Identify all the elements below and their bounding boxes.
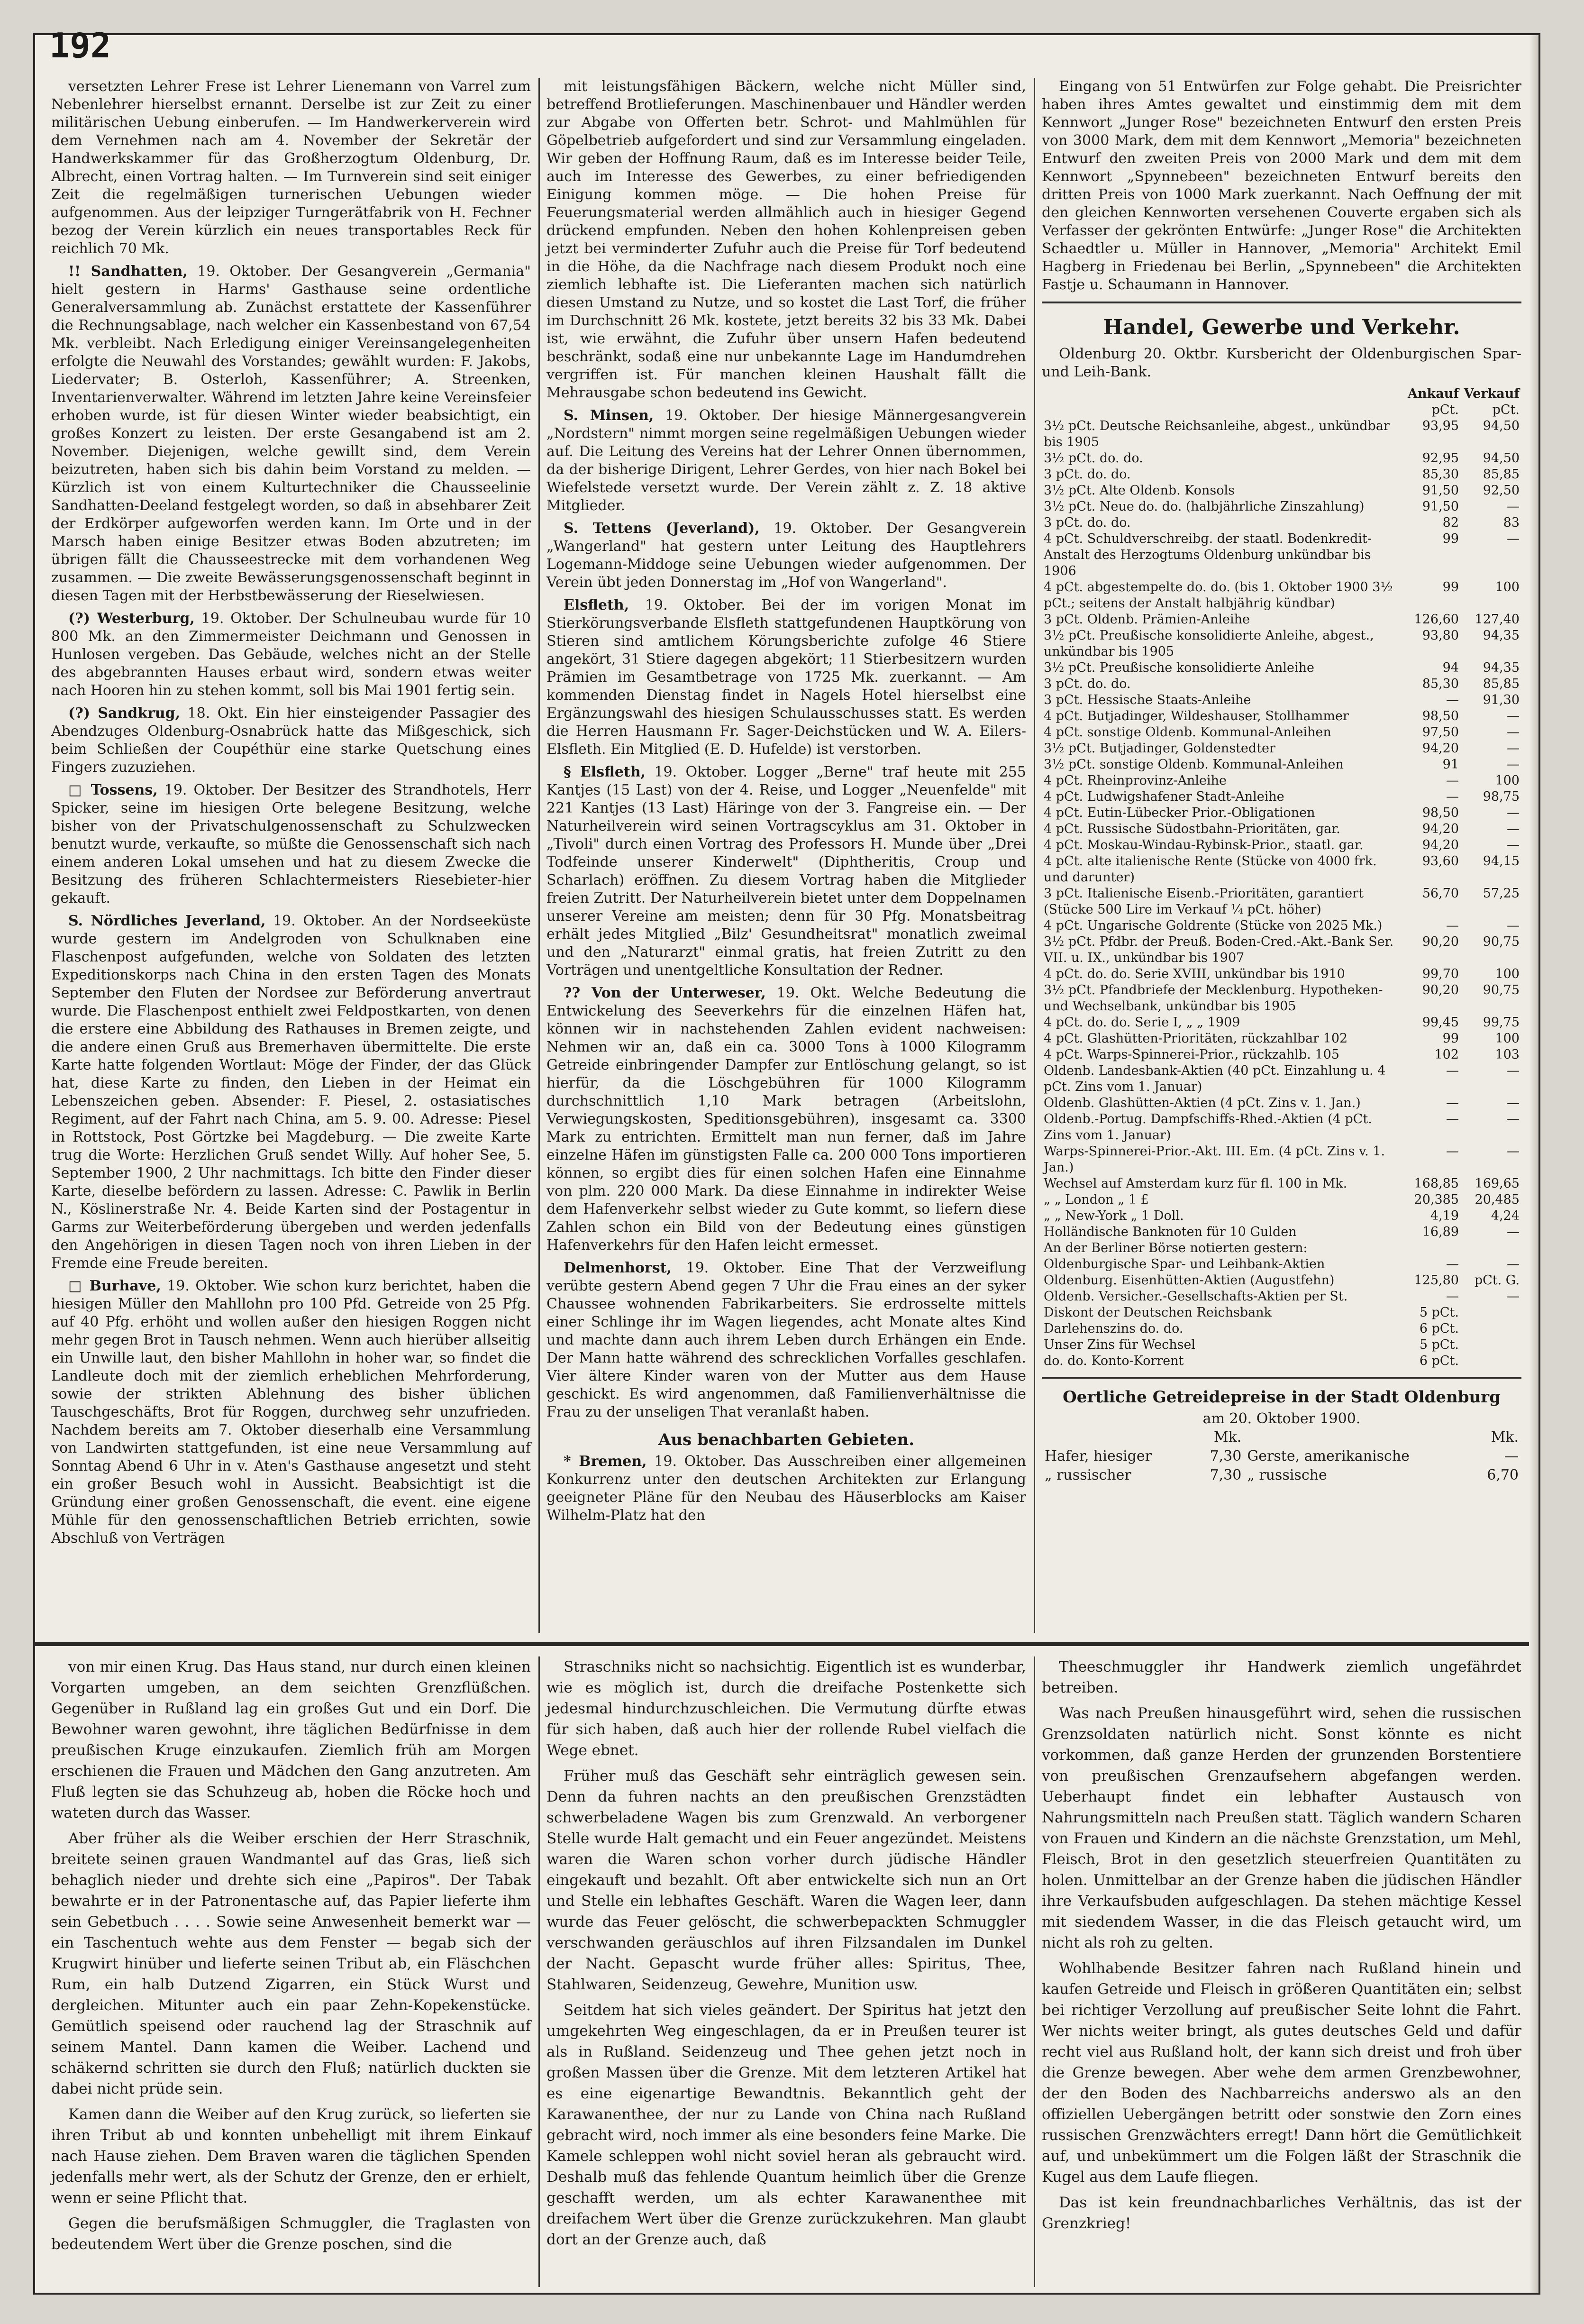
security-name: 4 pCt. alte italienische Rente (Stücke von 4000 frk. und darunter)	[1044, 854, 1377, 885]
ankauf-value: 99,45	[1422, 1015, 1459, 1030]
ankauf-value: 168,85	[1414, 1176, 1459, 1191]
news-paragraph	[546, 984, 1026, 1254]
ankauf-value: 99	[1442, 531, 1459, 546]
ankauf-value: 125,80	[1414, 1273, 1459, 1288]
verkauf-value	[1461, 1240, 1521, 1256]
feuilleton-paragraph: Das ist kein freundnachbarliches Verhältnis, das ist der Grenzkrieg!	[1042, 2194, 1521, 2232]
dateline: * Bremen,	[564, 1453, 647, 1470]
security-name: Unser Zins für Wechsel	[1044, 1337, 1196, 1352]
verkauf-value	[1461, 1353, 1521, 1369]
security-name: „ „ New-York „ 1 Doll.	[1044, 1208, 1184, 1223]
feuilleton-paragraph: Was nach Preußen hinausgeführt wird, sehen die russischen Grenzsoldaten natürlich nicht. Sonst könnte es nicht vorkommen, daß ganze Herden der grunzenden Borstentiere von preußischen Grenzaufsehern abgefangen werden. Ueberhaupt findet ein lebhafter Austausch von Nahrungsmitteln nach Preußen statt. Täglich wandern Scharen von Frauen und Kindern an die nächste Grenzstation, um Mehl, Fleisch, Brot in den gesetzlich steuerfreien Quantitäten zu holen. Unmittelbar an der Grenze haben die jüdischen Händler ihre Verkaufsbuden aufgeschlagen. Da stehen mächtige Kessel mit siedendem Wasser, in die das Fleisch getaucht wird, um nicht als roh zu gelten.	[1042, 1705, 1521, 1951]
feuilleton-paragraph: von mir einen Krug. Das Haus stand, nur durch einen kleinen Vorgarten umgeben, an dem seichten Grenzflüßchen. Gegenüber in Rußland lag ein großes Gut und ein Dorf. Die Bewohner waren gewohnt, ihre täglichen Bedürfnisse in dem preußischen Kruge einzukaufen. Ziemlich früh am Morgen erschienen die Frauen und Mädchen den Gang anzutreten. Am Fluß legten sie das Schuhzeug ab, hoben die Röcke hoch und wateten durch das Wasser.	[51, 1658, 531, 1821]
ankauf-value: —	[1446, 773, 1459, 788]
ankauf-value: 90,20	[1422, 983, 1459, 997]
verkauf-value: —	[1507, 1063, 1520, 1078]
security-name: 3½ pCt. Pfandbriefe der Mecklenburg. Hypotheken- und Wechselbank, unkündbar bis 1905	[1044, 983, 1383, 1014]
paragraph-text: 19. Oktober. Logger „Berne" traf heute mit 255 Kantjes (15 Last) von der 4. Reise, und Logger „Neuenfelde" mit 221 Kantjes (13 Last) Häringe von der 3. Fangreise ein. — Der Naturheilverein wird seinen Vortragscyklus am 31. Oktober in „Tivoli" durch einen Vortrag des Professors H. Munde über „Drei Todfeinde unserer Kinderwelt" (Diphtheritis, Croup und Scharlach) eröffnen. Zu diesem Vortrag haben die Mitglieder freien Zutritt. Der Naturheilverein bietet unter dem Doppelnamen unserer Vereine am meisten; denn für 30 Pfg. Monatsbeitrag erhält jedes Mitglied „Bilz' Gesundheitsrat" monatlich zweimal und den „Naturarzt" einmal gratis, hat freien Zutritt zu den Vorträgen und unentgeltliche Konsultation der Redner.	[546, 764, 1026, 979]
kursbericht-row	[1042, 1111, 1521, 1144]
ankauf-value: —	[1446, 1063, 1459, 1078]
ankauf-value: —	[1446, 1257, 1459, 1272]
ankauf-value: —	[1446, 1112, 1459, 1126]
kursbericht-row	[1042, 467, 1521, 483]
paragraph-text: 19. Oktober. An der Nordseeküste wurde gestern im Andelgroden von Schulknaben eine Flaschenpost aufgefunden, welche von Soldaten des letzten Expeditionskorps nach China in den ersten Tagen des Monats September den Fluten der Nordsee zur Beförderung anvertraut wurde. Die Flaschenpost enthielt zwei Feldpostkarten, von denen die erstere eine Abbildung des Rathauses in Bremen zeigte, und die andere einen Gruß aus Bremerhaven übermittelte. Die erste Karte hatte folgenden Wortlaut: Möge der Finder, der das Glück hat, diese Karte zu finden, den Lieben in der Heimat ein Lebenszeichen geben. Absender: F. Piesel, 2. ostasiatisches Regiment, auf der Fahrt nach China, am 5. 9. 00. Adresse: Piesel in Rottstock, Post Görtzke bei Magdeburg. — Die zweite Karte trug die Worte: Herzlichen Gruß sendet Willy. Auf hoher See, 5. September 1900, 2 Uhr nachmittags. Ich bitte den Finder dieser Karte, dieselbe befördern zu lassen. Adresse: C. Pawlik in Berlin N., Köslinerstraße Nr. 4. Beide Karten sind der Postagentur in Garms zur Weiterbeförderung übergeben und werden jedenfalls den Angehörigen in diesen Tagen noch von ihren Lieben in der Fremde eine Freude bereiten.	[51, 913, 531, 1272]
security-name: 4 pCt. Ludwigshafener Stadt-Anleihe	[1044, 789, 1284, 804]
kursbericht-row	[1042, 805, 1521, 821]
feuilleton-column-1	[45, 1656, 537, 2287]
grain-value-right: —	[1504, 1448, 1519, 1464]
verkauf-value: pCt. G.	[1474, 1273, 1520, 1288]
kursbericht-row	[1042, 1305, 1521, 1321]
ankauf-value: 56,70	[1422, 886, 1459, 901]
kursbericht-row	[1042, 886, 1521, 918]
kursbericht-row	[1042, 1192, 1521, 1208]
security-name: Oldenb.-Portug. Dampfschiffs-Rhed.-Aktien (4 pCt. Zins vom 1. Januar)	[1044, 1112, 1372, 1143]
verkauf-value: —	[1507, 757, 1520, 772]
security-name: 4 pCt. Eutin-Lübecker Prior.-Obligationen	[1044, 805, 1315, 820]
dateline: □ Tossens,	[68, 782, 158, 798]
kursbericht-row	[1042, 692, 1521, 708]
verkauf-value: 127,40	[1475, 612, 1520, 627]
kursbericht-row	[1042, 483, 1521, 499]
ankauf-value: 97,50	[1422, 725, 1459, 740]
kursbericht-row	[1042, 982, 1521, 1015]
security-name: 4 pCt. abgestempelte do. do. (bis 1. Oktober 1900 3½ pCt.; seitens der Anstalt halbjährig kündbar)	[1044, 580, 1393, 611]
ankauf-value: —	[1446, 1289, 1459, 1304]
ankauf-value: 5 pCt.	[1419, 1337, 1459, 1352]
kursbericht-row	[1042, 1224, 1521, 1240]
verkauf-value: 57,25	[1483, 886, 1520, 901]
newspaper-page	[33, 26, 1540, 2295]
grain-prices-date: am 20. Oktober 1900.	[1202, 1410, 1361, 1427]
grain-name-right: „ russische	[1247, 1467, 1327, 1483]
kursbericht-row	[1042, 1031, 1521, 1047]
verkauf-value: 85,85	[1483, 467, 1520, 482]
security-name: Darlehenszins do. do.	[1044, 1321, 1183, 1336]
paragraph-text: 19. Oktober. Der Gesangverein „Germania" hielt gestern in Harms' Gasthause seine ordentliche Generalversammlung ab. Zunächst erstattete der Kassenführer die Rechnungsablage, nach welcher ein Kassenbestand von 67,54 Mk. verbleibt. Nach Erledigung einiger Vereinsangelegenheiten erfolgte die Neuwahl des Vorstandes; gewählt wurden: F. Jakobs, Liedervater; B. Osterloh, Kassenführer; A. Streenken, Inventarienverwalter. Während im letzten Jahre keine Vereinsfeier erhoben wurde, ist für diesen Winter wieder beabsichtigt, ein großes Konzert zu leisten. Der erste Gesangabend ist am 2. November. Diejenigen, welche gewillt sind, dem Verein beizutreten, haben sich bis dahin beim Vorstand zu melden. — Kürzlich ist von einem Kulturtechniker die Chausseelinie Sandhatten-Deeland festgelegt worden, so daß in absehbarer Zeit der Erdkörper aufgeworfen werden kann. Im Orte und in der Marsch haben einige Besitzer etwas Boden abzutreten; im übrigen fällt die Chausseestrecke mit dem vorhandenen Weg zusammen. — Die zweite Bewässerungsgenossenschaft beginnt in diesen Tagen mit der Herbstbewässerung der Rieselwiesen.	[51, 263, 531, 604]
verkauf-value: —	[1507, 822, 1520, 836]
feuilleton-column-3	[1035, 1656, 1528, 2287]
verkauf-value: 94,50	[1483, 451, 1520, 466]
security-name: Holländische Banknoten für 10 Gulden	[1044, 1225, 1297, 1239]
kursbericht-header-row	[1042, 386, 1521, 402]
news-paragraph	[51, 1277, 531, 1547]
news-paragraph	[51, 781, 531, 907]
verkauf-value: —	[1507, 1257, 1520, 1272]
grain-unit-right: Mk.	[1491, 1429, 1519, 1446]
ankauf-value: 102	[1434, 1047, 1459, 1062]
kursbericht-row	[1042, 1353, 1521, 1369]
security-name: Wechsel auf Amsterdam kurz für fl. 100 in Mk.	[1044, 1176, 1347, 1191]
paragraph-text: 19. Okt. Welche Bedeutung die Entwickelung des Seeverkehrs für die einzelnen Häfen hat, können wir in nachstehenden Zahlen evident nachweisen: Nehmen wir an, daß ein ca. 3000 Tons à 1000 Kilogramm Getreide einbringender Dampfer zur Entlöschung gelangt, so ist hierfür, da die Löschgebühren für 1000 Kilogramm durchschnittlich 1,10 Mark betragen (Arbeitslohn, Verwiegungskosten, Speditionsgebühren), insgesamt ca. 3300 Mark zu entrichten. Ermittelt man nun ferner, daß im Jahre einzelne Häfen im günstigsten Falle ca. 200 000 Tons importieren können, so ergibt dies für einen solchen Hafen eine Einnahme von plm. 220 000 Mark. Da diese Einnahme in indirekter Weise dem Hafenverkehr selbst wieder zu Gute kommt, so liefern diese Zahlen schon ein Bild von der Bedeutung eines günstigen Hafenverkehrs für den Hafen leicht ermesset.	[546, 985, 1026, 1253]
security-name: 4 pCt. Moskau-Windau-Rybinsk-Prior., staatl. gar.	[1044, 838, 1364, 852]
kursbericht-row	[1042, 531, 1521, 579]
paragraph-text: 19. Oktober. Das Ausschreiben einer allgemeinen Konkurrenz unter den deutschen Architekten zur Erlangung geeigneter Pläne für den Neubau des Häuserblocks am Kaiser Wilhelm-Platz hat den	[546, 1453, 1027, 1524]
news-paragraph	[51, 912, 531, 1272]
news-paragraph	[51, 705, 531, 777]
verkauf-value: —	[1507, 725, 1520, 740]
ankauf-value: —	[1446, 1144, 1459, 1159]
ankauf-value: 99,70	[1422, 967, 1459, 981]
ankauf-value: 93,95	[1422, 419, 1459, 433]
security-name: 3½ pCt. Pfdbr. der Preuß. Boden-Cred.-Akt.-Bank Ser. VII. u. IX., unkündbar bis 1907	[1044, 934, 1394, 965]
ankauf-value: 6 pCt.	[1419, 1321, 1459, 1336]
verkauf-value: 94,35	[1483, 660, 1520, 675]
security-name: 3 pCt. do. do.	[1044, 467, 1131, 482]
grain-prices-table	[1042, 1428, 1521, 1485]
verkauf-value: 94,35	[1483, 628, 1520, 643]
news-paragraph	[546, 763, 1026, 979]
security-name: 3½ pCt. Neue do. do. (halbjährliche Zinszahlung)	[1044, 499, 1365, 514]
dateline: S. Tettens (Jeverland),	[564, 520, 760, 537]
section-rule	[1042, 302, 1521, 303]
paragraph-text: 19. Oktober. Der Gesangverein „Wangerland" hat gestern unter Leitung des Hauptlehrers Logemann-Middoge seine Uebungen wieder aufgenommen. Der Verein übt jeden Donnerstag im „Hof von Wangerland".	[546, 520, 1026, 591]
verkauf-value: —	[1507, 531, 1520, 546]
security-name: Oldenb. Landesbank-Aktien (40 pCt. Einzahlung u. 4 pCt. Zins vom 1. Januar)	[1044, 1063, 1386, 1094]
security-name: Diskont der Deutschen Reichsbank	[1044, 1305, 1272, 1320]
verkauf-value: 20,485	[1475, 1192, 1520, 1207]
verkauf-value: —	[1507, 709, 1520, 723]
grain-row	[1042, 1466, 1521, 1485]
kursbericht-row	[1042, 1063, 1521, 1095]
feuilleton-paragraph: Seitdem hat sich vieles geändert. Der Spiritus hat jetzt den umgekehrten Weg eingeschlagen, da er in Preußen teurer ist als in Rußland. Seidenzeug und Thee gehen jetzt noch in großen Massen über die Grenze. Mit dem letzteren Artikel hat es eine eigenartige Bewandtnis. Bekanntlich geht der Karawanenthee, der nur zu Lande von China nach Rußland gebracht wird, noch immer als eine besonders feine Marke. Die Kamele schleppen wohl nicht soviel heran als gebraucht wird. Deshalb muß das fehlende Quantum heimlich über die Grenze geschafft werden, um als echter Karawanenthee mit dreifachem Wert über die Grenze zurückzukehren. Man glaubt dort an der Grenze auch, daß	[546, 2002, 1026, 2248]
dateline: Delmenhorst,	[564, 1260, 672, 1276]
ankauf-value: 6 pCt.	[1419, 1354, 1459, 1368]
dateline: !! Sandhatten,	[68, 263, 188, 280]
grain-row	[1042, 1447, 1521, 1466]
verkauf-value: —	[1507, 805, 1520, 820]
kursbericht-row	[1042, 612, 1521, 628]
verkauf-value: 169,65	[1475, 1176, 1520, 1191]
feuilleton-paragraph: Früher muß das Geschäft sehr einträglich gewesen sein. Denn da fuhren nachts an den preußischen Grenzstädten schwerbeladene Wagen bis zum Grenzwald. An verborgener Stelle wurde Halt gemacht und ein Feuer angezündet. Meistens waren die Waren schon vorher durch jüdische Händler eingekauft und bezahlt. Oft aber entwickelte sich nun an Ort und Stelle ein lebhaftes Geschäft. Waren die Wagen leer, dann wurde das Feuer gelöscht, die schwerbepackten Schmuggler verschwanden geräuschlos auf ihren Filzsandalen im Dunkel der Nacht. Gepascht wurde früher alles: Spiritus, Thee, Stahlwaren, Seidenzeug, Gewehre, Munition usw.	[546, 1767, 1026, 1993]
news-paragraph	[51, 78, 531, 258]
paragraph-text: 19. Oktober. Bei der im vorigen Monat im Stierkörungsverbande Elsfleth stattgefundenen Hauptkörung von Stieren sind amtlichem Körungsberichte zufolge 46 Stiere angekört, 31 Stiere dagegen abgekört; 11 Stierbesitzern wurden Prämien im Gesamtbetrage von 1725 Mk. zuerkannt. — Am kommenden Dienstag findet in Nagels Hotel hierselbst eine Ergänzungswahl des hiesigen Schulausschusses statt. Es werden die Herren Hausmann Fr. Sager-Deichstücken und W. A. Eilers-Elsfleth. Ein Mitglied (E. D. Hufelde) ist verstorben.	[546, 597, 1027, 758]
security-name: 4 pCt. Rheinprovinz-Anleihe	[1044, 773, 1227, 788]
security-name: Oldenb. Versicher.-Gesellschafts-Aktien per St.	[1044, 1289, 1348, 1304]
kursbericht-row	[1042, 1272, 1521, 1289]
security-name: 4 pCt. do. do. Serie XVIII, unkündbar bis 1910	[1044, 967, 1345, 981]
kursbericht-row	[1042, 741, 1521, 757]
ankauf-value: 126,60	[1414, 612, 1459, 627]
section-rule	[1042, 1377, 1521, 1379]
paragraph-text: 19. Oktober. Der Besitzer des Strandhotels, Herr Spicker, seine im hiesigen Orte belegene Besitzung, welche bisher von der Privatschulgenossenschaft zu Schulzwecken benutzt wurde, verkaufte, so müßte die Genossenschaft sich nach einem anderen Lokal umsehen und hat zu diesem Zwecke die Besitzung des früheren Schlachtermeisters Riesebieter-hier gekauft.	[51, 782, 531, 906]
kursbericht-row	[1042, 1337, 1521, 1353]
ankauf-value: 93,80	[1422, 628, 1459, 643]
verkauf-value: 94,50	[1483, 419, 1520, 433]
ankauf-value: 85,30	[1422, 677, 1459, 691]
verkauf-value: 98,75	[1483, 789, 1520, 804]
ankauf-value: 90,20	[1422, 934, 1459, 949]
kursbericht-row	[1042, 1015, 1521, 1031]
verkauf-value: 91,30	[1483, 693, 1520, 707]
ankauf-value: 92,95	[1422, 451, 1459, 466]
ankauf-value: 94	[1442, 660, 1459, 675]
security-name: Oldenburgische Spar- und Leihbank-Aktien	[1044, 1257, 1325, 1272]
dateline: □ Burhave,	[68, 1278, 161, 1294]
verkauf-value: 90,75	[1483, 983, 1520, 997]
verkauf-value: 4,24	[1491, 1208, 1520, 1223]
verkauf-value: 94,15	[1483, 854, 1520, 869]
ankauf-value: 91	[1442, 757, 1459, 772]
paragraph-text: mit leistungsfähigen Bäckern, welche nicht Müller sind, betreffend Brotlieferungen. Maschinenbauer und Händler werden zur Abgabe von Offerten betr. Schrot- und Mahlmühlen für Göpelbetrieb aufgefordert und sind zur Versammlung eingeladen. Wir geben der Hoffnung Raum, daß es im Interesse beider Teile, auch im Interesse des Gewerbes, zu einer befriedigenden Einigung kommen möge. — Die hohen Preise für Feuerungsmaterial werden allmählich auch in hiesiger Gegend drückend empfunden. Neben den hohen Kohlenpreisen geben jetzt bei verminderter Zufuhr auch die Preise für Torf bedeutend in die Höhe, da die Nachfrage nach diesem Produkt noch eine ziemlich lebhafte ist. Die Lieferanten machen sich natürlich diesen Umstand zu Nutze, und so kostet die Last Torf, die früher im Durchschnitt 26 Mk. kostete, jetzt bereits 32 bis 33 Mk. Dabei ist, wie erwähnt, die Zufuhr über unsern Hafen bedeutend beschränkt, sodaß eine nur unbekannte Lage im Handumdrehen vergriffen ist. Für manchen kleinen Haushalt fällt die Mehrausgabe schon bedeutend ins Gewicht.	[546, 78, 1026, 401]
security-name: 3½ pCt. Preußische konsolidierte Anleihe	[1044, 660, 1315, 675]
column-local-news-1	[45, 78, 537, 1633]
security-name: Warps-Spinnerei-Prior.-Akt. III. Em. (4 pCt. Zins v. 1. Jan.)	[1044, 1144, 1385, 1175]
ankauf-value: 93,60	[1422, 854, 1459, 869]
security-name: 4 pCt. Ungarische Goldrente (Stücke von 2025 Mk.)	[1044, 918, 1383, 933]
dateline: ?? Von der Unterweser,	[564, 985, 766, 1001]
verkauf-value: 100	[1495, 580, 1520, 595]
ankauf-value: 91,50	[1422, 483, 1459, 498]
top-section	[45, 78, 1528, 1633]
page-divider	[35, 1642, 1538, 1646]
kursbericht-row	[1042, 773, 1521, 789]
verkauf-value: —	[1507, 741, 1520, 756]
ankauf-value: 4,19	[1430, 1208, 1459, 1223]
verkauf-value: 92,50	[1483, 483, 1520, 498]
verkauf-value: —	[1507, 838, 1520, 852]
kursbericht-row	[1042, 934, 1521, 966]
kursbericht-row	[1042, 450, 1521, 467]
dateline: (?) Sandkrug,	[68, 705, 181, 722]
kursbericht-row	[1042, 660, 1521, 676]
security-name: „ „ London „ 1 £	[1044, 1192, 1149, 1207]
kursbericht-row	[1042, 821, 1521, 837]
security-name: 4 pCt. do. do. Serie I, „ „ 1909	[1044, 1015, 1240, 1030]
kursbericht-unit-row	[1042, 402, 1521, 418]
grain-value-left: 7,30	[1210, 1467, 1242, 1483]
kursbericht-row	[1042, 918, 1521, 934]
dateline: S. Minsen,	[564, 407, 654, 424]
verkauf-value: —	[1507, 1225, 1520, 1239]
security-name: Oldenburg. Eisenhütten-Aktien (Augustfehn)	[1044, 1273, 1335, 1288]
news-paragraph	[546, 596, 1026, 759]
feuilleton-paragraph: Aber früher als die Weiber erschien der Herr Straschnik, breitete seinen grauen Wandmantel auf das Gras, ließ sich behaglich nieder und drehte sich eine „Papiros". Der Tabak bewahrte er in der Patronentasche auf, das Papier lieferte ihm sein Gebetbuch . . . . Sowie seine Anwesenheit bemerkt war — ein Taschentuch wehte aus dem Fenster — begab sich der Krugwirt hinüber und lieferte seinen Tribut ab, ein Fläschchen Rum, ein halb Dutzend Zigarren, ein Stück Wurst und dergleichen. Mitunter auch ein paar Zehn-Kopekenstücke. Gemütlich speisend oder rauchend lag der Straschnik auf seinem Mantel. Dann kamen die Weiber. Lachend und schäkernd schritten sie durch den Fluß; natürlich duckten sie dabei nicht prüde sein.	[51, 1830, 531, 2097]
security-name: 3 pCt. Hessische Staats-Anleihe	[1044, 693, 1251, 707]
kursbericht-row	[1042, 1256, 1521, 1272]
feuilleton-paragraph: Straschniks nicht so nachsichtig. Eigentlich ist es wunderbar, wie es möglich ist, durch die dreifache Postenkette sich jedesmal hindurchzuschleichen. Die Vermutung dürfte etwas für sich haben, daß auch hier der rollende Rubel vielfach die Wege ebnet.	[546, 1658, 1026, 1759]
ankauf-value: 94,20	[1422, 838, 1459, 852]
kursbericht-row	[1042, 724, 1521, 741]
feuilleton-paragraph: Wohlhabende Besitzer fahren nach Rußland hinein und kaufen Getreide und Fleisch in größeren Quantitäten ein; selbst bei richtiger Verzollung auf preußischer Seite lohnt die Fahrt. Wer nichts weiter bringt, als gutes deutsches Geld und dafür recht viel aus Rußland holt, der kann sich dreist und froh über die Grenze bewegen. Aber wehe dem armen Grenzbewohner, der den Boden des Nachbarreichs anderswo als an den offiziellen Uebergängen betritt oder sonstwie den Zorn eines russischen Grenzwächters erregt! Dann hört die Gemütlichkeit auf, und unbekümmert um die Folgen läßt der Straschnik die Kugel aus dem Laufe fliegen.	[1042, 1960, 1521, 2186]
kursbericht-row	[1042, 1095, 1521, 1111]
kursbericht-row	[1042, 1144, 1521, 1176]
verkauf-value: 100	[1495, 1031, 1520, 1046]
kursbericht-table	[1042, 386, 1521, 1369]
kursbericht-row	[1042, 418, 1521, 450]
security-name: 4 pCt. Warps-Spinnerei-Prior., rückzahlb. 105	[1044, 1047, 1339, 1062]
security-name: 4 pCt. Russische Südostbahn-Prioritäten, gar.	[1044, 822, 1340, 836]
security-name: 4 pCt. sonstige Oldenb. Kommunal-Anleihen	[1044, 725, 1331, 740]
grain-prices-title: Oertliche Getreidepreise in der Stadt Oldenburg	[1063, 1388, 1501, 1407]
grain-unit-left: Mk.	[1213, 1429, 1242, 1446]
kursbericht-row	[1042, 789, 1521, 805]
ankauf-value: 16,89	[1422, 1225, 1459, 1239]
dateline: (?) Westerburg,	[68, 610, 195, 627]
grain-value-left: 7,30	[1210, 1448, 1242, 1464]
verkauf-value: 100	[1495, 773, 1520, 788]
paragraph-text: 19. Oktober. Der hiesige Männergesangverein „Nordstern" nimmt morgen seine regelmäßigen Uebungen wieder auf. Die Leitung des Vereins hat der Lehrer Onnen übernommen, da der bisherige Dirigent, Lehrer Gerdes, von hier nach Bokel bei Wiefelstede versetzt wurde. Der Verein zählt z. Z. 18 aktive Mitglieder.	[546, 407, 1026, 514]
ankauf-value: 82	[1442, 515, 1459, 530]
feuilleton-paragraph: Theeschmuggler ihr Handwerk ziemlich ungefährdet betreiben.	[1042, 1658, 1521, 1696]
verkauf-value: 90,75	[1483, 934, 1520, 949]
paragraph-text: 19. Oktober. Eine That der Verzweiflung verübte gestern Abend gegen 7 Uhr die Frau eines an der syker Chaussee wohnenden Fabrikarbeiters. Sie erdrosselte mittels einer Schlinge ihr im Wagen liegendes, acht Monate altes Kind und machte dann auch ihrem Leben durch Erhängen ein Ende. Der Mann hatte während des schrecklichen Vorfalles geschlafen. Vier ältere Kinder waren von der Mutter aus dem Hause geschickt. Es wird angenommen, daß Familienverhältnisse die Frau zu der unseligen That veranlaßt haben.	[546, 1260, 1026, 1420]
verkauf-value: —	[1507, 1144, 1520, 1159]
kursbericht-row	[1042, 1240, 1521, 1256]
paragraph-text: 18. Okt. Ein hier einsteigender Passagier des Abendzuges Oldenburg-Osnabrück hatte das Mißgeschick, sich beim Schließen der Coupéthür eine starke Quetschung eines Fingers zuzuziehen.	[51, 705, 531, 776]
ankauf-value: 5 pCt.	[1419, 1305, 1459, 1320]
grain-unit-row	[1042, 1428, 1521, 1447]
verkauf-value: 100	[1495, 967, 1520, 981]
page-number: 192	[49, 26, 111, 65]
grain-name-right: Gerste, amerikanische	[1247, 1448, 1410, 1464]
security-name: 3½ pCt. sonstige Oldenb. Kommunal-Anleihen	[1044, 757, 1344, 772]
verkauf-value: —	[1507, 1112, 1520, 1126]
dateline: Elsfleth,	[564, 597, 629, 613]
security-name: Oldenb. Glashütten-Aktien (4 pCt. Zins v. 1. Jan.)	[1044, 1096, 1361, 1110]
grain-value-right: 6,70	[1487, 1467, 1519, 1483]
ankauf-value: 98,50	[1422, 709, 1459, 723]
kursbericht-row	[1042, 579, 1521, 612]
security-name: do. do. Konto-Korrent	[1044, 1354, 1184, 1368]
kursbericht-row	[1042, 499, 1521, 515]
kursbericht-row	[1042, 837, 1521, 853]
kursbericht-unit-verkauf: pCt.	[1492, 403, 1520, 417]
kursbericht-header-ankauf: Ankauf	[1407, 386, 1459, 401]
ankauf-value: 20,385	[1414, 1192, 1459, 1207]
kursbericht-header-name	[1042, 386, 1400, 402]
column-commerce	[1035, 78, 1528, 1633]
ankauf-value: 91,50	[1422, 499, 1459, 514]
ankauf-value: —	[1446, 918, 1459, 933]
security-name: 4 pCt. Butjadinger, Wildeshauser, Stollhammer	[1044, 709, 1349, 723]
kursbericht-row	[1042, 676, 1521, 692]
security-name: 3 pCt. do. do.	[1044, 677, 1131, 691]
paragraph-text: 19. Oktober. Wie schon kurz berichtet, haben die hiesigen Müller den Mahllohn pro 100 Pfd. Getreide von 25 Pfg. auf 40 Pfg. erhöht und wollen außer den hiesigen Roggen nicht mehr gegen Brot in Tausch nehmen. Wenn auch hierüber allseitig ein Unwille laut, den bisher Mahllohn in hoher war, so findet die Landleute doch mit der ziemlich erheblichen Mehrforderung, sowie der strikten Ablehnung des bisher üblichen Tauschgeschäfts, Brot für Roggen, durchweg sehr unzufrieden. Nachdem bereits am 7. Oktober dieserhalb eine Versammlung von Landwirten stattgefunden, ist eine neue Versammlung auf Sonntag Abend 6 Uhr in v. Aten's Gasthause angesetzt und steht ein großer Besuch wohl in Aussicht. Beabsichtigt ist die Gründung einer großen Genossenschaft, die event. eine eigene Mühle für den genossenschaftlichen Betrieb errichten, sowie Abschluß von Verträgen	[51, 1278, 531, 1546]
ankauf-value: 99	[1442, 580, 1459, 595]
verkauf-value	[1461, 1337, 1521, 1353]
kursbericht-row	[1042, 1208, 1521, 1224]
feuilleton-column-2	[540, 1656, 1033, 2287]
ankauf-value: —	[1446, 693, 1459, 707]
paragraph-text: versetzten Lehrer Frese ist Lehrer Lienemann von Varrel zum Nebenlehrer hierselbst ernannt. Derselbe ist zur Zeit zu einer militärischen Uebung einberufen. — Im Handwerkerverein wird dem Vernehmen nach am 4. November der Sekretär der Handwerkskammer für das Großherzogtum Oldenburg, Dr. Albrecht, einen Vortrag halten. — Im Turnverein sind seit einiger Zeit die regelmäßigen turnerischen Uebungen wieder aufgenommen. Aus der leipziger Turngerätfabrik von H. Fechner bezog der Verein kürzlich ein neues transportables Reck für reichlich 70 Mk.	[51, 78, 531, 257]
news-paragraph	[546, 1259, 1026, 1421]
security-name: 3½ pCt. Alte Oldenb. Konsols	[1044, 483, 1235, 498]
ankauf-value: 99	[1442, 1031, 1459, 1046]
grain-name-left: „ russischer	[1045, 1467, 1131, 1483]
security-name: 3 pCt. do. do.	[1044, 515, 1131, 530]
section-heading: Aus benachbarten Gebieten.	[658, 1430, 915, 1449]
article-continuation: Eingang von 51 Entwürfen zur Folge gehabt. Die Preisrichter haben ihres Amtes gewaltet und einstimmig dem mit dem Kennwort „Junger Rose" bezeichneten Entwurf den ersten Preis von 3000 Mark, dem mit dem Kennwort „Memoria" bezeichneten Entwurf den zweiten Preis von 2000 Mark und dem mit dem Kennwort „Spynnebeen" bezeichneten Entwurf bereits den dritten Preis von 1000 Mark zuerkannt. Nach Oeffnung der mit den gleichen Kennworten versehenen Couverte ergaben sich als Verfasser der gekrönten Entwürfe: „Junger Rose" die Architekten Schaedtler u. Müller in Hannover, „Memoria" Architekt Emil Hagberg in Friedenau bei Berlin, „Spynnebeen" die Architekten Fastje u. Schaumann in Hannover.	[1042, 78, 1521, 293]
news-paragraph	[51, 610, 531, 700]
ankauf-value: 94,20	[1422, 822, 1459, 836]
security-name: 3½ pCt. do. do.	[1044, 451, 1143, 466]
verkauf-value: —	[1507, 499, 1520, 514]
news-paragraph	[546, 520, 1026, 592]
feuilleton-paragraph: Gegen die berufsmäßigen Schmuggler, die Traglasten von bedeutendem Wert über die Grenze poschen, sind die	[51, 2215, 531, 2253]
verkauf-value	[1461, 1305, 1521, 1321]
security-name: 3½ pCt. Butjadinger, Goldenstedter	[1044, 741, 1275, 756]
kursbericht-row	[1042, 966, 1521, 982]
security-name: An der Berliner Börse notierten gestern:	[1044, 1241, 1308, 1255]
security-name: 4 pCt. Schuldverschreibg. der staatl. Bodenkredit-Anstalt des Herzogtums Oldenburg unkündbar bis 1906	[1044, 531, 1372, 578]
kursbericht-row	[1042, 757, 1521, 773]
security-name: 3½ pCt. Preußische konsolidierte Anleihe, abgest., unkündbar bis 1905	[1044, 628, 1374, 659]
verkauf-value: 99,75	[1483, 1015, 1520, 1030]
dateline: § Elsfleth,	[564, 764, 646, 780]
ankauf-value: —	[1446, 789, 1459, 804]
verkauf-value: —	[1507, 1289, 1520, 1304]
kursbericht-row	[1042, 1176, 1521, 1192]
kursbericht-row	[1042, 1321, 1521, 1337]
feuilleton-paragraph: Kamen dann die Weiber auf den Krug zurück, so lieferten sie ihren Tribut ab und konnten unbehelligt mit ihrem Einkauf nach Hause ziehen. Dem Braven waren die täglichen Spenden jedenfalls mehr wert, als der Schutz der Grenze, den er erhielt, wenn er seine Pflicht that.	[51, 2106, 531, 2206]
news-paragraph	[546, 78, 1026, 402]
security-name: 3 pCt. Italienische Eisenb.-Prioritäten, garantiert (Stücke 500 Lire im Verkauf ¼ pCt. höher)	[1044, 886, 1364, 917]
news-paragraph	[546, 407, 1026, 515]
kursbericht-row	[1042, 515, 1521, 531]
grain-name-left: Hafer, hiesiger	[1045, 1448, 1152, 1464]
news-paragraph	[546, 1453, 1026, 1525]
kursbericht-header-verkauf: Verkauf	[1464, 386, 1520, 401]
verkauf-value	[1461, 1321, 1521, 1337]
ankauf-value: 94,20	[1422, 741, 1459, 756]
ankauf-value: —	[1446, 1096, 1459, 1110]
verkauf-value: 103	[1495, 1047, 1520, 1062]
column-local-news-2	[540, 78, 1033, 1633]
verkauf-value: —	[1507, 1096, 1520, 1110]
kursbericht-row	[1042, 1289, 1521, 1305]
kursbericht-row	[1042, 1047, 1521, 1063]
verkauf-value: 85,85	[1483, 677, 1520, 691]
kursbericht-row	[1042, 853, 1521, 886]
security-name: 3 pCt. Oldenb. Prämien-Anleihe	[1044, 612, 1250, 627]
security-name: 3½ pCt. Deutsche Reichsanleihe, abgest., unkündbar bis 1905	[1044, 419, 1390, 449]
commerce-section-title: Handel, Gewerbe und Verkehr.	[1103, 315, 1460, 339]
ankauf-value: 85,30	[1422, 467, 1459, 482]
verkauf-value: 83	[1503, 515, 1520, 530]
paragraph-text: 19. Oktober. Der Schulneubau wurde für 10 800 Mk. an den Zimmermeister Deichmann und Genossen in Hunlosen vergeben. Das Gebäude, welches nicht an der Stelle des abgebrannten Hauses erbaut wird, sondern etwas weiter nach Hooren hin zu stehen kommt, soll bis Mai 1901 fertig sein.	[51, 610, 531, 699]
scan-edge-shadow	[1529, 35, 1538, 2293]
dateline: S. Nördliches Jeverland,	[68, 913, 266, 929]
news-paragraph	[51, 263, 531, 605]
kursbericht-unit-ankauf: pCt.	[1431, 403, 1459, 417]
kursbericht-heading: Oldenburg 20. Oktbr. Kursbericht der Oldenburgischen Spar- und Leih-Bank.	[1042, 346, 1521, 380]
ankauf-value	[1400, 1240, 1461, 1256]
security-name: 4 pCt. Glashütten-Prioritäten, rückzahlbar 102	[1044, 1031, 1348, 1046]
kursbericht-row	[1042, 628, 1521, 660]
kursbericht-row	[1042, 708, 1521, 724]
ankauf-value: 98,50	[1422, 805, 1459, 820]
feuilleton-section	[45, 1656, 1528, 2287]
verkauf-value: —	[1507, 918, 1520, 933]
